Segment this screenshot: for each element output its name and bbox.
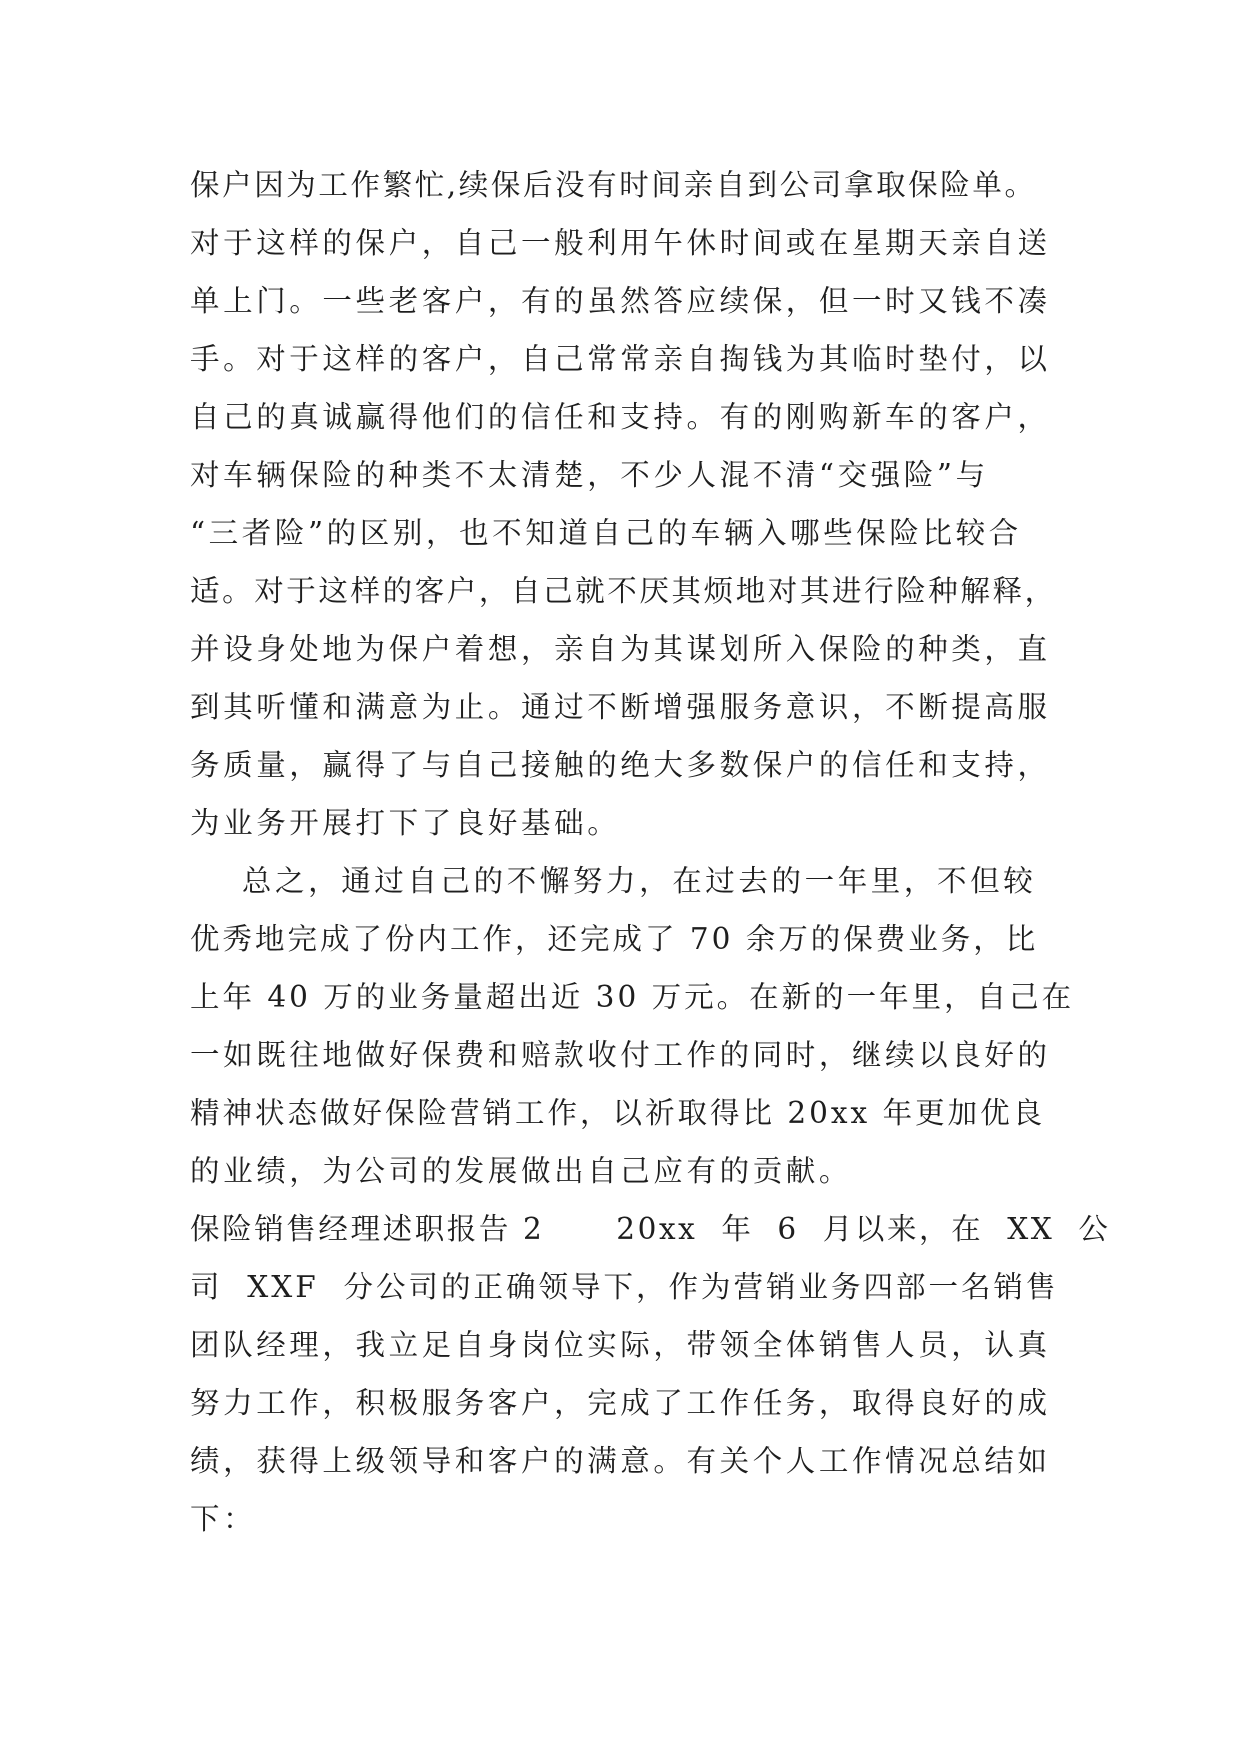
text-line: 保户因为工作繁忙,续保后没有时间亲自到公司拿取保险单。 bbox=[190, 168, 1037, 202]
text-line: 绩，获得上级领导和客户的满意。有关个人工作情况总结如 bbox=[190, 1444, 1051, 1478]
text-line: 自己的真诚赢得他们的信任和支持。有的刚购新车的客户， bbox=[190, 400, 1051, 434]
text-line: 务质量，赢得了与自己接触的绝大多数保户的信任和支持， bbox=[190, 748, 1051, 782]
text-line: 努力工作，积极服务客户，完成了工作任务，取得良好的成 bbox=[190, 1386, 1051, 1420]
text-line: 团队经理，我立足自身岗位实际，带领全体销售人员，认真 bbox=[190, 1328, 1051, 1362]
text-line: 单上门。一些老客户，有的虽然答应续保，但一时又钱不凑 bbox=[190, 284, 1051, 318]
text-line: 上年 40 万的业务量超出近 30 万元。在新的一年里，自己在 bbox=[190, 980, 1075, 1014]
text-line: 到其听懂和满意为止。通过不断增强服务意识，不断提高服 bbox=[190, 690, 1051, 724]
text-line: 优秀地完成了份内工作，还完成了 70 余万的保费业务，比 bbox=[190, 922, 1039, 956]
text-line: 为业务开展打下了良好基础。 bbox=[190, 806, 621, 840]
text-line: 对车辆保险的种类不太清楚，不少人混不清“交强险”与 bbox=[190, 458, 989, 492]
paragraph-first-line: 总之，通过自己的不懈努力，在过去的一年里，不但较 bbox=[190, 864, 1037, 898]
text-line: 司 XXF 分公司的正确领导下，作为营销业务四部一名销售 bbox=[190, 1270, 1059, 1304]
text-line: “三者险”的区别，也不知道自己的车辆入哪些保险比较合 bbox=[190, 516, 1022, 550]
section-heading-line: 保险销售经理述职报告 2 20xx 年 6 月以来，在 XX 公 bbox=[190, 1212, 1111, 1246]
text-line: 一如既往地做好保费和赔款收付工作的同时，继续以良好的 bbox=[190, 1038, 1051, 1072]
text-line: 的业绩，为公司的发展做出自己应有的贡献。 bbox=[190, 1154, 853, 1188]
text-line: 下： bbox=[190, 1502, 257, 1536]
text-line: 并设身处地为保户着想，亲自为其谋划所入保险的种类，直 bbox=[190, 632, 1051, 666]
document-body bbox=[190, 156, 1111, 1548]
text-line: 对于这样的保户，自己一般利用午休时间或在星期天亲自送 bbox=[190, 226, 1051, 260]
text-line: 适。对于这样的客户，自己就不厌其烦地对其进行险种解释， bbox=[190, 574, 1057, 608]
text-line: 精神状态做好保险营销工作，以祈取得比 20xx 年更加优良 bbox=[190, 1096, 1046, 1130]
text-line: 手。对于这样的客户，自己常常亲自掏钱为其临时垫付，以 bbox=[190, 342, 1051, 376]
